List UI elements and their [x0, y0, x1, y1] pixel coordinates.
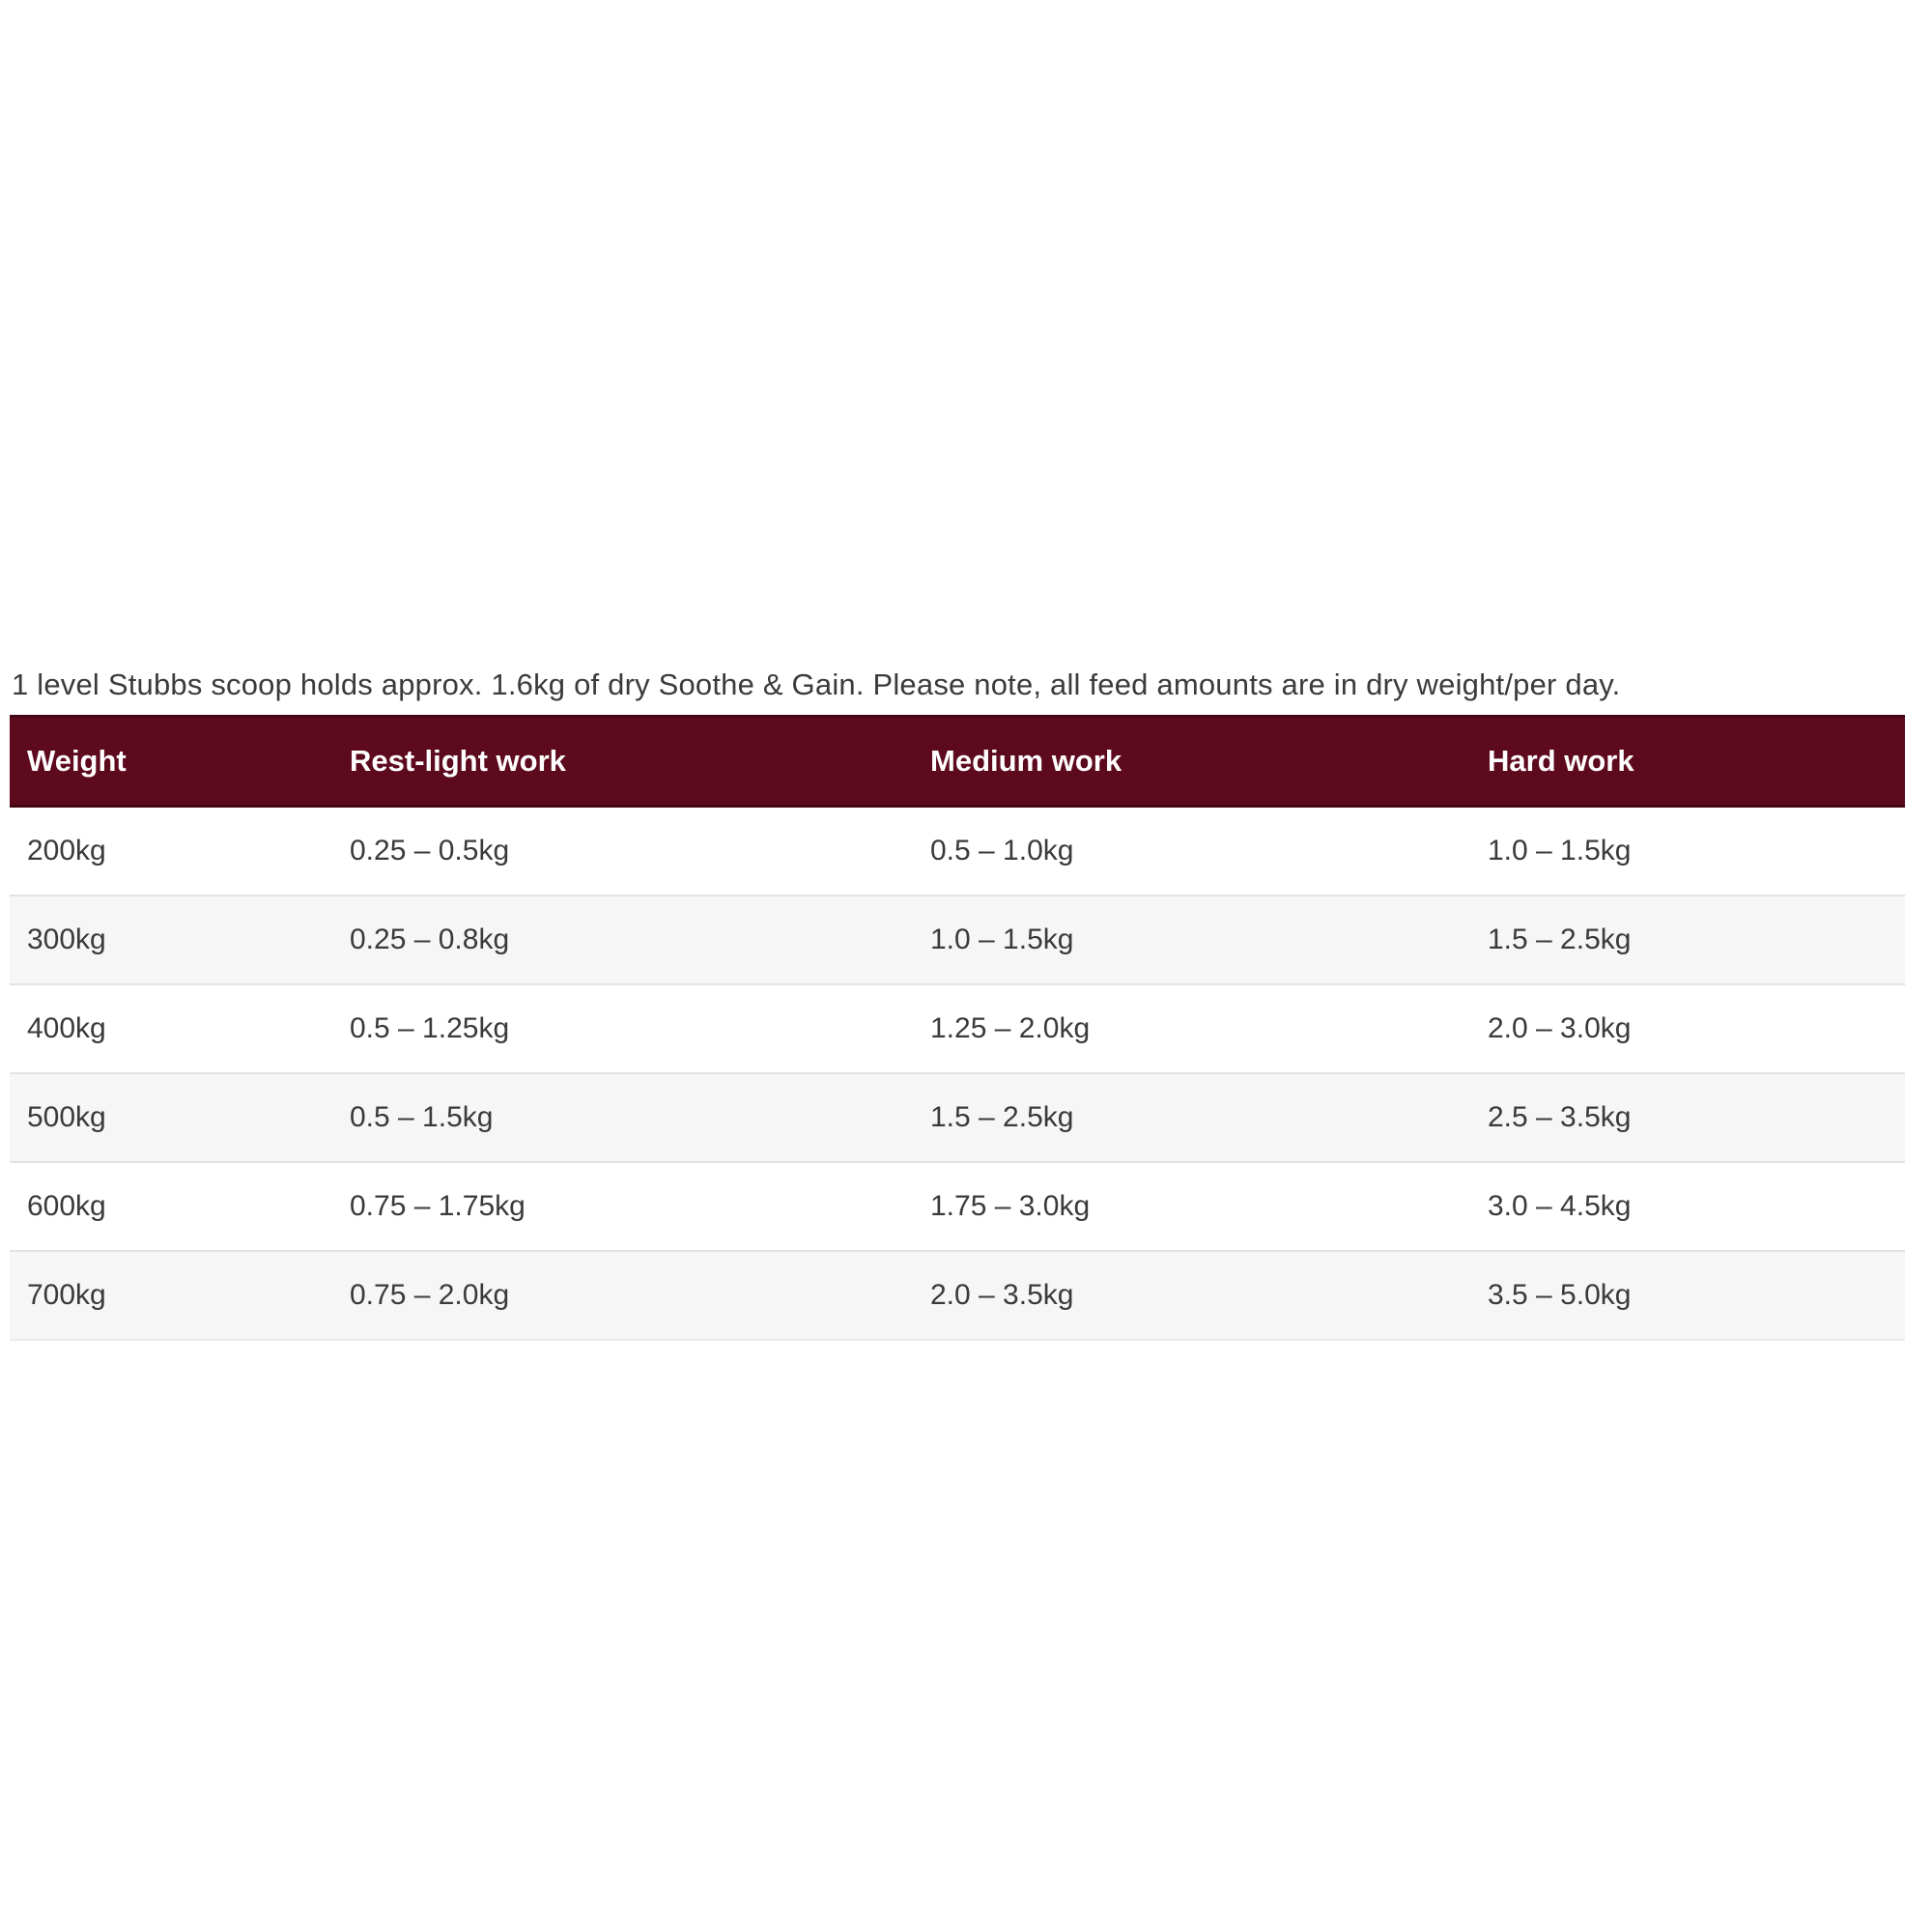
cell-rest-light-work: 0.75 – 1.75kg [332, 1162, 913, 1251]
table-row [10, 807, 1905, 896]
table-row [10, 895, 1905, 984]
feeding-guide-table-header [10, 717, 1905, 807]
cell-weight: 600kg [10, 1162, 332, 1251]
cell-hard-work: 2.0 – 3.0kg [1470, 984, 1905, 1073]
cell-medium-work: 1.0 – 1.5kg [913, 895, 1470, 984]
cell-weight: 300kg [10, 895, 332, 984]
cell-rest-light-work: 0.25 – 0.8kg [332, 895, 913, 984]
column-header-hard-work: Hard work [1470, 717, 1905, 807]
header-row [10, 717, 1905, 807]
column-header-medium-work: Medium work [913, 717, 1470, 807]
cell-hard-work: 1.5 – 2.5kg [1470, 895, 1905, 984]
cell-rest-light-work: 0.75 – 2.0kg [332, 1251, 913, 1340]
cell-medium-work: 0.5 – 1.0kg [913, 807, 1470, 896]
cell-medium-work: 2.0 – 3.5kg [913, 1251, 1470, 1340]
cell-medium-work: 1.75 – 3.0kg [913, 1162, 1470, 1251]
cell-weight: 500kg [10, 1073, 332, 1162]
cell-weight: 200kg [10, 807, 332, 896]
cell-hard-work: 3.0 – 4.5kg [1470, 1162, 1905, 1251]
cell-rest-light-work: 0.5 – 1.25kg [332, 984, 913, 1073]
table-row [10, 984, 1905, 1073]
cell-medium-work: 1.5 – 2.5kg [913, 1073, 1470, 1162]
feeding-guide-table-body [10, 807, 1905, 1341]
cell-medium-work: 1.25 – 2.0kg [913, 984, 1470, 1073]
column-header-weight: Weight [10, 717, 332, 807]
cell-rest-light-work: 0.5 – 1.5kg [332, 1073, 913, 1162]
cell-rest-light-work: 0.25 – 0.5kg [332, 807, 913, 896]
feeding-guide-table [10, 715, 1905, 1341]
cell-hard-work: 2.5 – 3.5kg [1470, 1073, 1905, 1162]
table-row [10, 1073, 1905, 1162]
cell-hard-work: 1.0 – 1.5kg [1470, 807, 1905, 896]
cell-weight: 400kg [10, 984, 332, 1073]
scoop-note-text: 1 level Stubbs scoop holds approx. 1.6kg of dry Soothe & Gain. Please note, all feed amounts are in dry weight/per day. [12, 668, 1621, 701]
cell-weight: 700kg [10, 1251, 332, 1340]
cell-hard-work: 3.5 – 5.0kg [1470, 1251, 1905, 1340]
column-header-rest-light-work: Rest-light work [332, 717, 913, 807]
table-row [10, 1162, 1905, 1251]
table-row [10, 1251, 1905, 1340]
